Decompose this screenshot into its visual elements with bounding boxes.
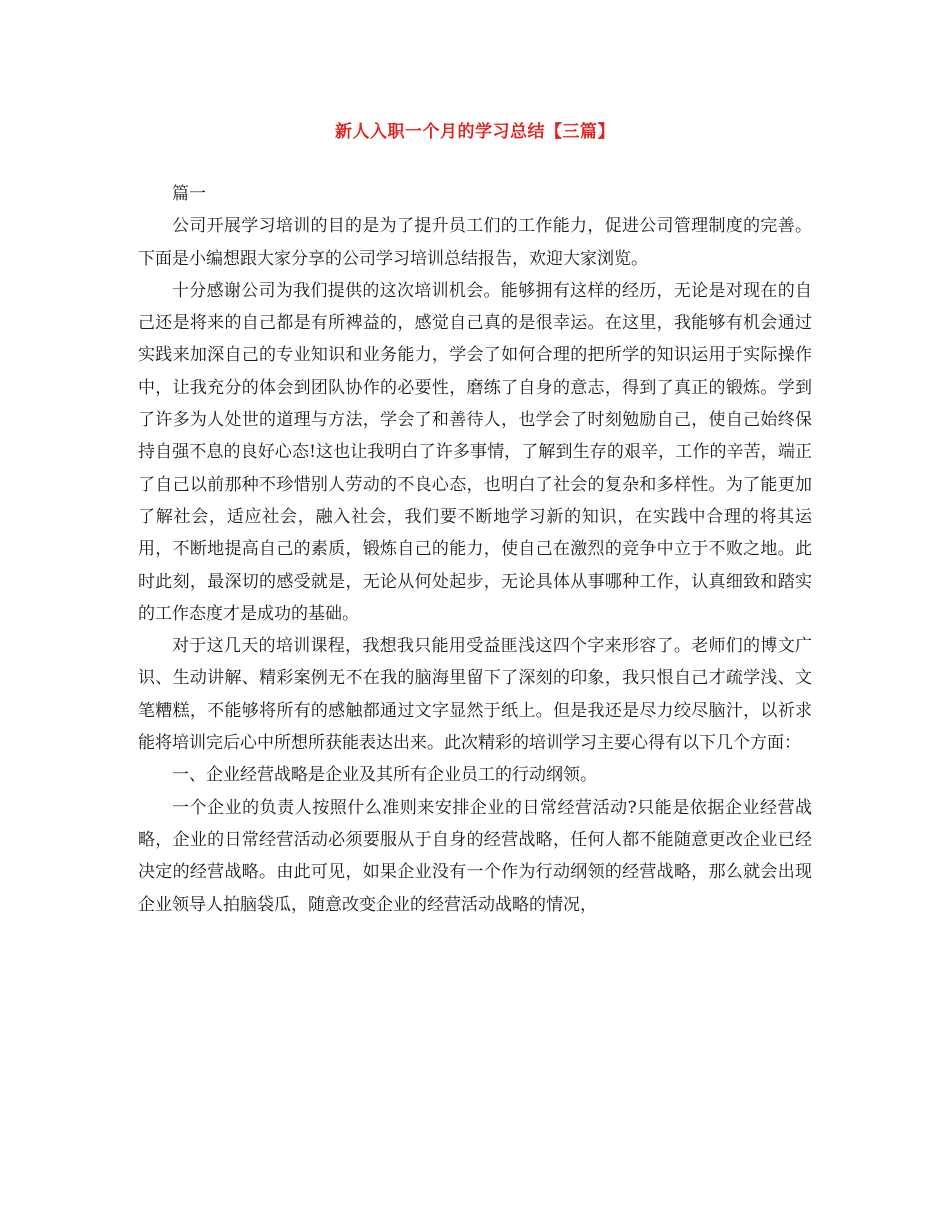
document-page: [138, 118, 812, 921]
document-body: [138, 178, 812, 921]
subheading: 一、企业经营战略是企业及其所有企业员工的行动纲领。: [172, 765, 597, 786]
paragraph: 对于这几天的培训课程，我想我只能用受益匪浅这四个字来形容了。老师们的博文广识、生动讲解、精彩案例无不在我的脑海里留下了深刻的印象，我只恨自己才疏学浅、文笔糟糕，不能够将所有的感触都通过文字显然于纸上。但是我还是尽力绞尽脑汁，以祈求能将培训完后心中所想所获能表达出来。此次精彩的培训学习主要心得有以下几个方面：: [138, 636, 812, 754]
document-title: 新人入职一个月的学习总结【三篇】: [335, 122, 615, 142]
paragraph: 公司开展学习培训的目的是为了提升员工们的工作能力，促进公司管理制度的完善。下面是小编想跟大家分享的公司学习培训总结报告，欢迎大家浏览。: [138, 216, 812, 269]
section-heading: 篇一: [172, 184, 206, 204]
paragraph: 十分感谢公司为我们提供的这次培训机会。能够拥有这样的经历，无论是对现在的自己还是将来的自己都是有所裨益的，感觉自己真的是很幸运。在这里，我能够有机会通过实践来加深自己的专业知识和业务能力，学会了如何合理的把所学的知识运用于实际操作中，让我充分的体会到团队协作的必要性，磨练了自身的意志，得到了真正的锻炼。学到了许多为人处世的道理与方法，学会了和善待人，也学会了时刻勉励自己，使自己始终保持自强不息的良好心态!这也让我明白了许多事情，了解到生存的艰辛，工作的辛苦，端正了自己以前那种不珍惜别人劳动的不良心态，也明白了社会的复杂和多样性。为了能更加了解社会，适应社会，融入社会，我们要不断地学习新的知识，在实践中合理的将其运用，不断地提高自己的素质，锻炼自己的能力，使自己在激烈的竞争中立于不败之地。此时此刻，最深切的感受就是，无论从何处起步，无论具体从事哪种工作，认真细致和踏实的工作态度才是成功的基础。: [138, 280, 812, 624]
paragraph: 一个企业的负责人按照什么准则来安排企业的日常经营活动?只能是依据企业经营战略，企业的日常经营活动必须要服从于自身的经营战略，任何人都不能随意更改企业已经决定的经营战略。由此可见，如果企业没有一个作为行动纲领的经营战略，那么就会出现企业领导人拍脑袋瓜，随意改变企业的经营活动战略的情况，: [138, 797, 812, 915]
